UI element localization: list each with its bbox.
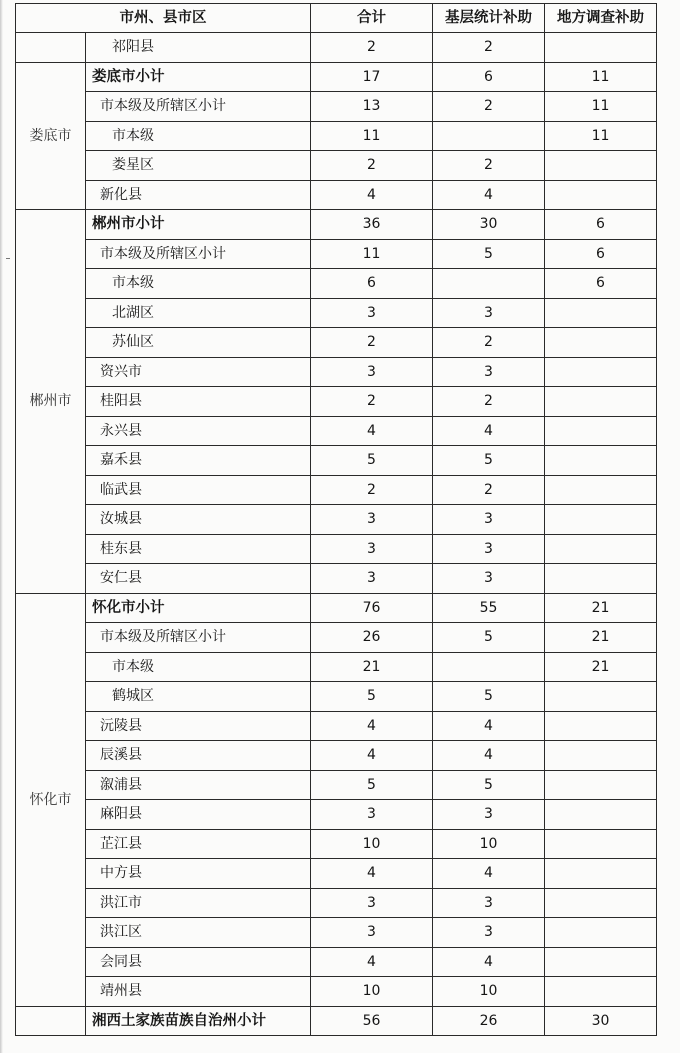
local-survey-subsidy-cell (545, 33, 657, 63)
header-grassroots-subsidy: 基层统计补助 (433, 4, 545, 33)
total-cell: 4 (311, 711, 433, 741)
local-survey-subsidy-cell: 21 (545, 593, 657, 623)
local-survey-subsidy-cell (545, 298, 657, 328)
table-row (16, 711, 657, 741)
total-cell: 4 (311, 416, 433, 446)
table-row (16, 505, 657, 535)
total-cell: 10 (311, 829, 433, 859)
grassroots-subsidy-cell: 2 (433, 328, 545, 358)
total-cell: 4 (311, 859, 433, 889)
grassroots-subsidy-cell: 4 (433, 711, 545, 741)
total-cell: 21 (311, 652, 433, 682)
region-name-cell: 鹤城区 (86, 682, 311, 712)
table-row (16, 446, 657, 476)
grassroots-subsidy-cell: 5 (433, 770, 545, 800)
region-name-cell: 苏仙区 (86, 328, 311, 358)
grassroots-subsidy-cell: 2 (433, 92, 545, 122)
subsidy-allocation-table (15, 3, 657, 1036)
grassroots-subsidy-cell: 4 (433, 741, 545, 771)
local-survey-subsidy-cell (545, 387, 657, 417)
city-cell: 郴州市 (16, 210, 86, 594)
table-row (16, 180, 657, 210)
grassroots-subsidy-cell: 3 (433, 564, 545, 594)
grassroots-subsidy-cell: 2 (433, 151, 545, 181)
grassroots-subsidy-cell (433, 121, 545, 151)
total-cell: 4 (311, 180, 433, 210)
region-name-cell: 市本级 (86, 121, 311, 151)
local-survey-subsidy-cell (545, 741, 657, 771)
total-cell: 76 (311, 593, 433, 623)
region-name-cell: 嘉禾县 (86, 446, 311, 476)
total-cell: 3 (311, 888, 433, 918)
table-row (16, 151, 657, 181)
total-cell: 11 (311, 239, 433, 269)
local-survey-subsidy-cell (545, 534, 657, 564)
region-name-cell: 麻阳县 (86, 800, 311, 830)
local-survey-subsidy-cell: 6 (545, 239, 657, 269)
total-cell: 6 (311, 269, 433, 299)
local-survey-subsidy-cell: 11 (545, 121, 657, 151)
local-survey-subsidy-cell (545, 947, 657, 977)
grassroots-subsidy-cell: 55 (433, 593, 545, 623)
header-region: 市州、县市区 (16, 4, 311, 33)
local-survey-subsidy-cell: 6 (545, 269, 657, 299)
grassroots-subsidy-cell: 3 (433, 888, 545, 918)
grassroots-subsidy-cell: 5 (433, 682, 545, 712)
table-row (16, 416, 657, 446)
total-cell: 3 (311, 800, 433, 830)
grassroots-subsidy-cell: 10 (433, 977, 545, 1007)
total-cell: 3 (311, 298, 433, 328)
total-cell: 2 (311, 475, 433, 505)
total-cell: 3 (311, 505, 433, 535)
grassroots-subsidy-cell: 3 (433, 534, 545, 564)
region-name-cell: 辰溪县 (86, 741, 311, 771)
region-name-cell: 市本级及所辖区小计 (86, 239, 311, 269)
city-cell (16, 33, 86, 63)
total-cell: 3 (311, 918, 433, 948)
region-name-cell: 汝城县 (86, 505, 311, 535)
table-row (16, 800, 657, 830)
local-survey-subsidy-cell (545, 711, 657, 741)
grassroots-subsidy-cell: 30 (433, 210, 545, 240)
region-name-cell: 洪江区 (86, 918, 311, 948)
total-cell: 36 (311, 210, 433, 240)
total-cell: 2 (311, 151, 433, 181)
total-cell: 3 (311, 564, 433, 594)
local-survey-subsidy-cell: 30 (545, 1006, 657, 1036)
grassroots-subsidy-cell: 3 (433, 357, 545, 387)
local-survey-subsidy-cell (545, 682, 657, 712)
table-row (16, 269, 657, 299)
table-header-row (16, 4, 657, 33)
region-name-cell: 沅陵县 (86, 711, 311, 741)
total-cell: 26 (311, 623, 433, 653)
region-name-cell: 娄底市小计 (86, 62, 311, 92)
total-cell: 11 (311, 121, 433, 151)
total-cell: 5 (311, 770, 433, 800)
table-row (16, 888, 657, 918)
region-name-cell: 市本级 (86, 652, 311, 682)
city-cell: 怀化市 (16, 593, 86, 1006)
table-row (16, 239, 657, 269)
grassroots-subsidy-cell: 10 (433, 829, 545, 859)
region-name-cell: 祁阳县 (86, 33, 311, 63)
local-survey-subsidy-cell: 21 (545, 623, 657, 653)
local-survey-subsidy-cell: 21 (545, 652, 657, 682)
total-cell: 5 (311, 682, 433, 712)
table-row (16, 682, 657, 712)
region-name-cell: 北湖区 (86, 298, 311, 328)
region-name-cell: 新化县 (86, 180, 311, 210)
margin-tick-mark (6, 258, 10, 259)
region-name-cell: 临武县 (86, 475, 311, 505)
table-row (16, 62, 657, 92)
page-edge-shadow (0, 0, 3, 1053)
local-survey-subsidy-cell (545, 328, 657, 358)
city-cell: 娄底市 (16, 62, 86, 210)
table-row (16, 918, 657, 948)
grassroots-subsidy-cell: 3 (433, 918, 545, 948)
table-row (16, 947, 657, 977)
local-survey-subsidy-cell: 6 (545, 210, 657, 240)
region-name-cell: 桂东县 (86, 534, 311, 564)
total-cell: 56 (311, 1006, 433, 1036)
grassroots-subsidy-cell: 6 (433, 62, 545, 92)
local-survey-subsidy-cell (545, 505, 657, 535)
total-cell: 2 (311, 328, 433, 358)
total-cell: 2 (311, 33, 433, 63)
region-name-cell: 郴州市小计 (86, 210, 311, 240)
local-survey-subsidy-cell (545, 357, 657, 387)
table-row (16, 121, 657, 151)
local-survey-subsidy-cell (545, 918, 657, 948)
total-cell: 5 (311, 446, 433, 476)
table-row (16, 210, 657, 240)
table-row (16, 534, 657, 564)
local-survey-subsidy-cell (545, 977, 657, 1007)
grassroots-subsidy-cell: 26 (433, 1006, 545, 1036)
total-cell: 17 (311, 62, 433, 92)
table-row (16, 770, 657, 800)
total-cell: 4 (311, 947, 433, 977)
table-row (16, 652, 657, 682)
table-row (16, 1006, 657, 1036)
grassroots-subsidy-cell: 3 (433, 298, 545, 328)
region-name-cell: 湘西土家族苗族自治州小计 (86, 1006, 311, 1036)
local-survey-subsidy-cell (545, 800, 657, 830)
region-name-cell: 桂阳县 (86, 387, 311, 417)
region-name-cell: 芷江县 (86, 829, 311, 859)
region-name-cell: 安仁县 (86, 564, 311, 594)
region-name-cell: 资兴市 (86, 357, 311, 387)
local-survey-subsidy-cell (545, 151, 657, 181)
table-row (16, 741, 657, 771)
region-name-cell: 怀化市小计 (86, 593, 311, 623)
local-survey-subsidy-cell (545, 180, 657, 210)
table-row (16, 328, 657, 358)
table-row (16, 859, 657, 889)
total-cell: 13 (311, 92, 433, 122)
local-survey-subsidy-cell (545, 859, 657, 889)
region-name-cell: 中方县 (86, 859, 311, 889)
grassroots-subsidy-cell: 2 (433, 33, 545, 63)
grassroots-subsidy-cell: 2 (433, 387, 545, 417)
local-survey-subsidy-cell (545, 770, 657, 800)
local-survey-subsidy-cell: 11 (545, 92, 657, 122)
grassroots-subsidy-cell: 5 (433, 623, 545, 653)
total-cell: 2 (311, 387, 433, 417)
local-survey-subsidy-cell (545, 829, 657, 859)
table-row (16, 564, 657, 594)
region-name-cell: 靖州县 (86, 977, 311, 1007)
local-survey-subsidy-cell (545, 446, 657, 476)
local-survey-subsidy-cell (545, 475, 657, 505)
table-row (16, 977, 657, 1007)
table-row (16, 357, 657, 387)
table-row (16, 593, 657, 623)
region-name-cell: 市本级及所辖区小计 (86, 623, 311, 653)
table-row (16, 623, 657, 653)
local-survey-subsidy-cell: 11 (545, 62, 657, 92)
local-survey-subsidy-cell (545, 564, 657, 594)
grassroots-subsidy-cell: 2 (433, 475, 545, 505)
grassroots-subsidy-cell: 5 (433, 239, 545, 269)
grassroots-subsidy-cell: 4 (433, 416, 545, 446)
grassroots-subsidy-cell: 4 (433, 947, 545, 977)
region-name-cell: 会同县 (86, 947, 311, 977)
header-local-survey-subsidy: 地方调查补助 (545, 4, 657, 33)
grassroots-subsidy-cell: 3 (433, 800, 545, 830)
table-row (16, 829, 657, 859)
grassroots-subsidy-cell: 4 (433, 859, 545, 889)
table-row (16, 92, 657, 122)
table-row (16, 33, 657, 63)
grassroots-subsidy-cell (433, 652, 545, 682)
region-name-cell: 市本级及所辖区小计 (86, 92, 311, 122)
table-row (16, 298, 657, 328)
grassroots-subsidy-cell: 4 (433, 180, 545, 210)
total-cell: 10 (311, 977, 433, 1007)
total-cell: 4 (311, 741, 433, 771)
grassroots-subsidy-cell: 5 (433, 446, 545, 476)
total-cell: 3 (311, 534, 433, 564)
table-row (16, 475, 657, 505)
total-cell: 3 (311, 357, 433, 387)
region-name-cell: 洪江市 (86, 888, 311, 918)
region-name-cell: 娄星区 (86, 151, 311, 181)
header-total: 合计 (311, 4, 433, 33)
local-survey-subsidy-cell (545, 416, 657, 446)
table-row (16, 387, 657, 417)
grassroots-subsidy-cell: 3 (433, 505, 545, 535)
city-cell (16, 1006, 86, 1036)
region-name-cell: 溆浦县 (86, 770, 311, 800)
local-survey-subsidy-cell (545, 888, 657, 918)
table-body (16, 33, 657, 1036)
grassroots-subsidy-cell (433, 269, 545, 299)
region-name-cell: 永兴县 (86, 416, 311, 446)
region-name-cell: 市本级 (86, 269, 311, 299)
